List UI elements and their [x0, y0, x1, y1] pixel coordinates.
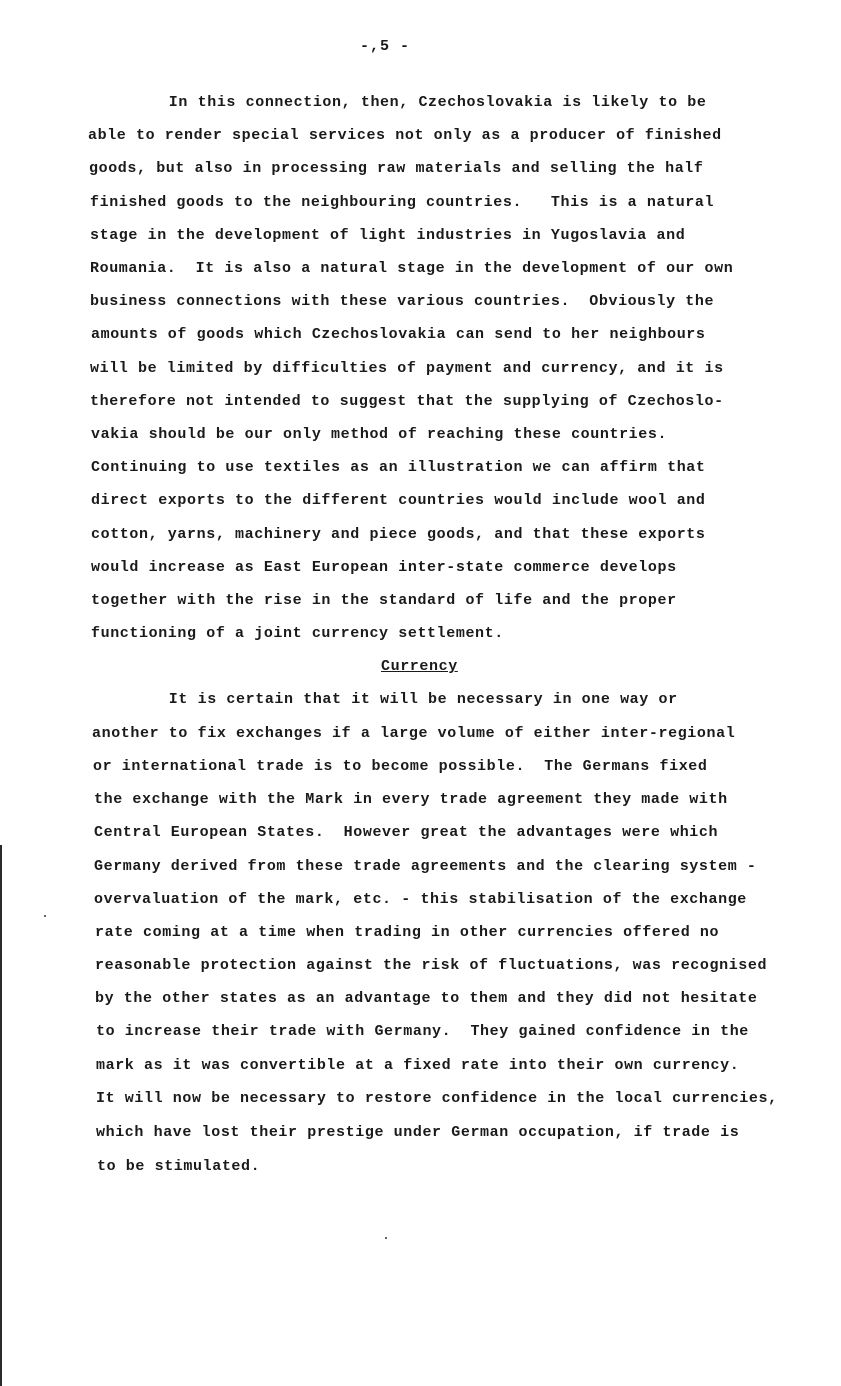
text-line: to increase their trade with Germany. They gained confidence in the — [96, 1023, 749, 1040]
text-line: business connections with these various countries. Obviously the — [90, 293, 715, 310]
text-line: finished goods to the neighbouring countries. This is a natural — [90, 194, 715, 211]
text-line: rate coming at a time when trading in other currencies offered no — [95, 924, 720, 941]
text-line: overvaluation of the mark, etc. - this stabilisation of the exchange — [94, 891, 747, 908]
text-line: reasonable protection against the risk of fluctuations, was recognised — [95, 957, 768, 974]
text-line: mark as it was convertible at a fixed rate into their own currency. — [96, 1057, 740, 1074]
scan-speck — [385, 1237, 387, 1239]
text-line: goods, but also in processing raw materials and selling the half — [89, 160, 704, 177]
text-line: the exchange with the Mark in every trade agreement they made with — [94, 791, 728, 808]
text-line: by the other states as an advantage to them and they did not hesitate — [95, 990, 758, 1007]
text-line: direct exports to the different countries would include wool and — [91, 492, 706, 509]
text-line: Continuing to use textiles as an illustration we can affirm that — [91, 459, 706, 476]
text-line: Germany derived from these trade agreements and the clearing system - — [94, 858, 757, 875]
text-line: In this connection, then, Czechoslovakia is likely to be — [92, 94, 707, 111]
text-line: together with the rise in the standard of life and the proper — [91, 592, 677, 609]
text-line: Central European States. However great the advantages were which — [94, 824, 719, 841]
text-line: amounts of goods which Czechoslovakia can send to her neighbours — [91, 326, 706, 343]
text-line: another to fix exchanges if a large volume of either inter-regional — [92, 725, 736, 742]
text-line: therefore not intended to suggest that the supplying of Czechoslo- — [90, 393, 724, 410]
section-heading-currency: Currency — [381, 658, 458, 675]
text-line: to be stimulated. — [97, 1158, 261, 1175]
text-line: It is certain that it will be necessary in one way or — [92, 691, 678, 708]
text-line: would increase as East European inter-state commerce develops — [91, 559, 677, 576]
text-line: or international trade is to become possible. The Germans fixed — [93, 758, 708, 775]
text-line: will be limited by difficulties of payment and currency, and it is — [90, 360, 724, 377]
text-line: cotton, yarns, machinery and piece goods, and that these exports — [91, 526, 706, 543]
text-line: vakia should be our only method of reaching these countries. — [91, 426, 668, 443]
text-line: It will now be necessary to restore confidence in the local currencies, — [96, 1090, 778, 1107]
text-line: stage in the development of light industries in Yugoslavia and — [90, 227, 686, 244]
scan-speck — [44, 915, 46, 917]
text-line: functioning of a joint currency settlement. — [91, 625, 504, 642]
scan-edge-line — [0, 845, 2, 1386]
text-line: which have lost their prestige under German occupation, if trade is — [96, 1124, 740, 1141]
text-line: Roumania. It is also a natural stage in the development of our own — [90, 260, 734, 277]
page-number: -,5 - — [359, 38, 410, 55]
text-line: able to render special services not only as a producer of finished — [88, 127, 722, 144]
